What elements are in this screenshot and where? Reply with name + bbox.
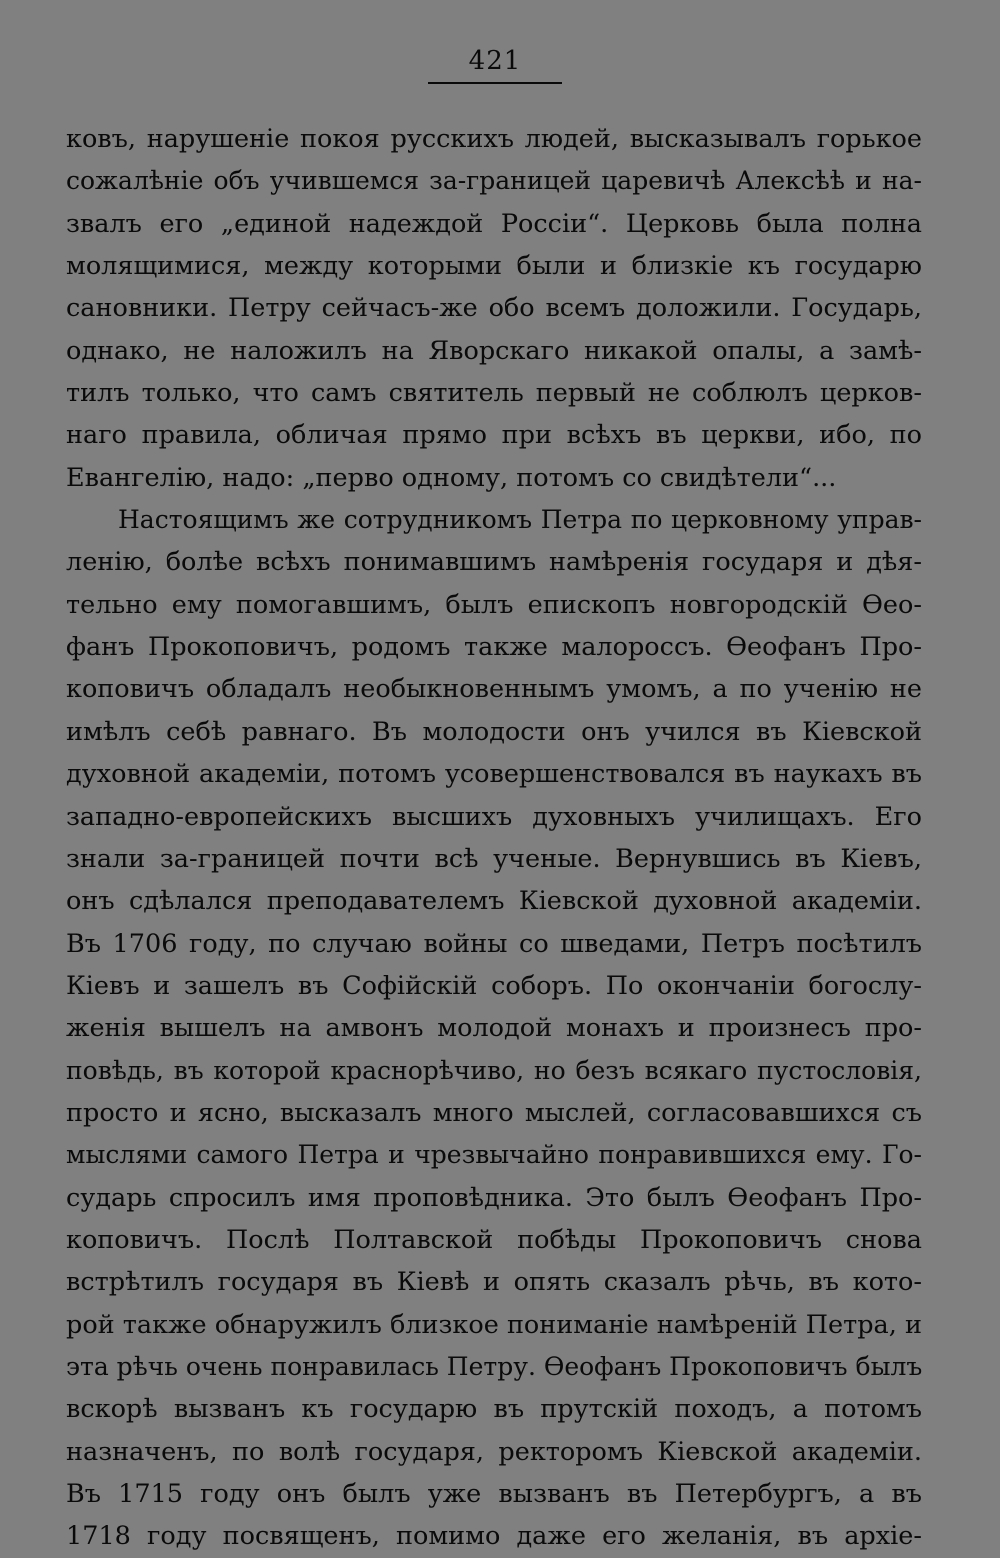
text-line: наго правила, обличая прямо при всѣхъ въ церкви, ибо, по — [66, 420, 922, 451]
text-line: коповичъ обладалъ необыкновеннымъ умомъ, а по ученію не — [66, 674, 922, 705]
text-line: вскорѣ вызванъ къ государю въ прутскій походъ, а потомъ — [66, 1394, 922, 1425]
text-line: встрѣтилъ государя въ Кіевѣ и опять сказалъ рѣчь, въ кото- — [66, 1267, 922, 1298]
text-line: просто и ясно, высказалъ много мыслей, согласовавшихся съ — [66, 1097, 922, 1128]
text-line: звалъ его „единой надеждой Россіи“. Церковь была полна — [66, 208, 922, 239]
text-line: фанъ Прокоповичъ, родомъ также малороссъ. Ѳеофанъ Про- — [66, 632, 922, 663]
text-line: назначенъ, по волѣ государя, ректоромъ Кіевской академіи. — [66, 1436, 922, 1467]
page-number: 421 — [468, 46, 522, 76]
text-line: западно-европейскихъ высшихъ духовныхъ училищахъ. Его — [66, 801, 922, 832]
text-line: эта рѣчь очень понравилась Петру. Ѳеофанъ Прокоповичъ былъ — [66, 1351, 922, 1381]
page-number-rule — [428, 82, 562, 84]
text-line: Евангелію, надо: „перво одному, потомъ со свидѣтели“... — [66, 462, 837, 493]
text-line: повѣдь, въ которой краснорѣчиво, но безъ всякаго пустословія, — [66, 1055, 922, 1085]
text-line: рой также обнаружилъ близкое пониманіе намѣреній Петра, и — [66, 1309, 922, 1340]
text-line: Въ 1715 году онъ былъ уже вызванъ въ Петербургъ, а въ — [66, 1479, 922, 1509]
text-line: Въ 1706 году, по случаю войны со шведами, Петръ посѣтилъ — [66, 928, 922, 959]
text-line: сожалѣніе объ учившемся за-границей царевичѣ Алексѣѣ и на- — [66, 166, 922, 196]
paragraph-first-line: Настоящимъ же сотрудникомъ Петра по церковному управ- — [118, 505, 922, 535]
text-line: коповичъ. Послѣ Полтавской побѣды Прокоповичъ снова — [66, 1224, 922, 1255]
text-line: Кіевъ и зашелъ въ Софійскій соборъ. По окончаніи богослу- — [66, 970, 922, 1001]
text-line: сударь спросилъ имя проповѣдника. Это былъ Ѳеофанъ Про- — [66, 1182, 922, 1213]
text-line: тилъ только, что самъ святитель первый не соблюлъ церков- — [66, 378, 922, 409]
text-line: мыслями самого Петра и чрезвычайно понравившихся ему. Го- — [66, 1140, 922, 1170]
text-line: ленію, болѣе всѣхъ понимавшимъ намѣренія государя и дѣя- — [66, 547, 922, 578]
text-line: женія вышелъ на амвонъ молодой монахъ и произнесъ про- — [66, 1013, 922, 1044]
text-line: знали за-границей почти всѣ ученые. Вернувшись въ Кіевъ, — [66, 843, 922, 874]
text-line: духовной академіи, потомъ усовершенствовался въ наукахъ въ — [66, 759, 922, 790]
text-line: однако, не наложилъ на Яворскаго никакой опалы, а замѣ- — [66, 335, 922, 366]
body-text — [66, 118, 922, 1558]
text-line: имѣлъ себѣ равнаго. Въ молодости онъ учился въ Кіевской — [66, 716, 922, 747]
text-line: ковъ, нарушеніе покоя русскихъ людей, высказывалъ горькое — [66, 124, 922, 154]
text-line: сановники. Петру сейчасъ-же обо всемъ доложили. Государь, — [66, 293, 922, 324]
text-line: тельно ему помогавшимъ, былъ епископъ новгородскій Ѳео- — [66, 589, 922, 620]
text-line: молящимися, между которыми были и близкіе къ государю — [66, 251, 922, 282]
text-line: 1718 году посвященъ, помимо даже его желанія, въ архіе- — [66, 1521, 922, 1552]
text-line: онъ сдѣлался преподавателемъ Кіевской духовной академіи. — [66, 886, 922, 917]
